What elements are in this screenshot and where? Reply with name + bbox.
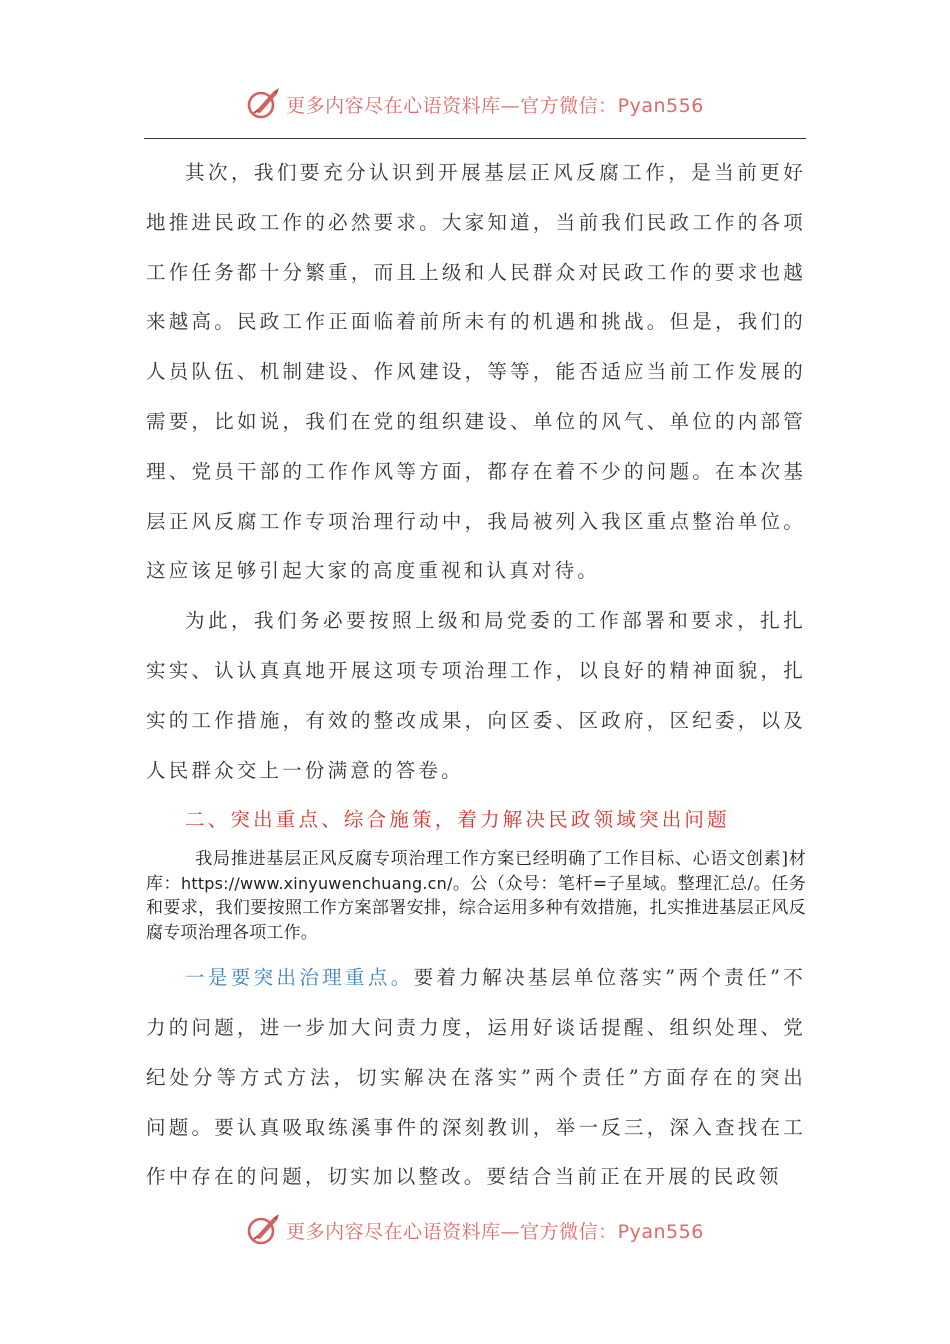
paragraph-1: 其次，我们要充分认识到开展基层正风反腐工作，是当前更好地推进民政工作的必然要求。大家知道，当前我们民政工作的各项工作任务都十分繁重，而且上级和人民群众对民政工作的要求也越来越高。民政工作正面临着前所未有的机遇和挑战。但是，我们的人员队伍、机制建设、作风建设，等等，能否适应当前工作发展的需要，比如说，我们在党的组织建设、单位的风气、单位的内部管理、党员干部的工作作风等方面，都存在着不少的问题。在本次基层正风反腐工作专项治理行动中，我局被列入我区重点整治单位。这应该足够引起大家的高度重视和认真对待。 [146,161,806,583]
section-heading-2: 二、突出重点、综合施策，着力解决民政领域突出问题 [185,808,730,832]
wechat-id: Pyan556 [617,1220,704,1243]
footer-banner [0,1210,950,1250]
quill-logo-icon [246,1212,282,1248]
wechat-id: Pyan556 [617,94,704,117]
website-url: https://www.xinyuwenchuang.cn/ [181,873,453,893]
banner-text: 更多内容尽在心语资料库—官方微信：Pyan556 [286,1220,704,1243]
document-body [146,148,806,1202]
quill-logo-icon [246,86,282,122]
highlight-lead: 一是要突出治理重点。 [185,966,414,990]
paragraph-4: 一是要突出治理重点。要着力解决基层单位落实”两个责任”不力的问题，进一步加大问责力度，运用好谈话提醒、组织处理、党纪处分等方式方法，切实解决在落实”两个责任”方面存在的突出问题。要认真吸取练溪事件的深刻教训，举一反三，深入查找在工作中存在的问题，切实加以整改。要结合当前正在开展的民政领 [146,966,806,1189]
banner-text: 更多内容尽在心语资料库—官方微信：Pyan556 [286,94,704,117]
paragraph-3: 我局推进基层正风反腐专项治理工作方案已经明确了工作目标、心语文创素]材库：https://www.xinyuwenchuang.cn/。公（众号：笔杆=子星域。整理汇总/。任务和要求，我们要按照工作方案部署安排，综合运用多种有效措施，扎实推进基层正风反腐专项治理各项工作。 [146,849,806,943]
header-banner [0,84,950,124]
paragraph-2: 为此，我们务必要按照上级和局党委的工作部署和要求，扎扎实实、认认真真地开展这项专项治理工作，以良好的精神面貌，扎实的工作措施，有效的整改成果，向区委、区政府，区纪委，以及人民群众交上一份满意的答卷。 [146,609,806,782]
header-rule [144,138,806,139]
